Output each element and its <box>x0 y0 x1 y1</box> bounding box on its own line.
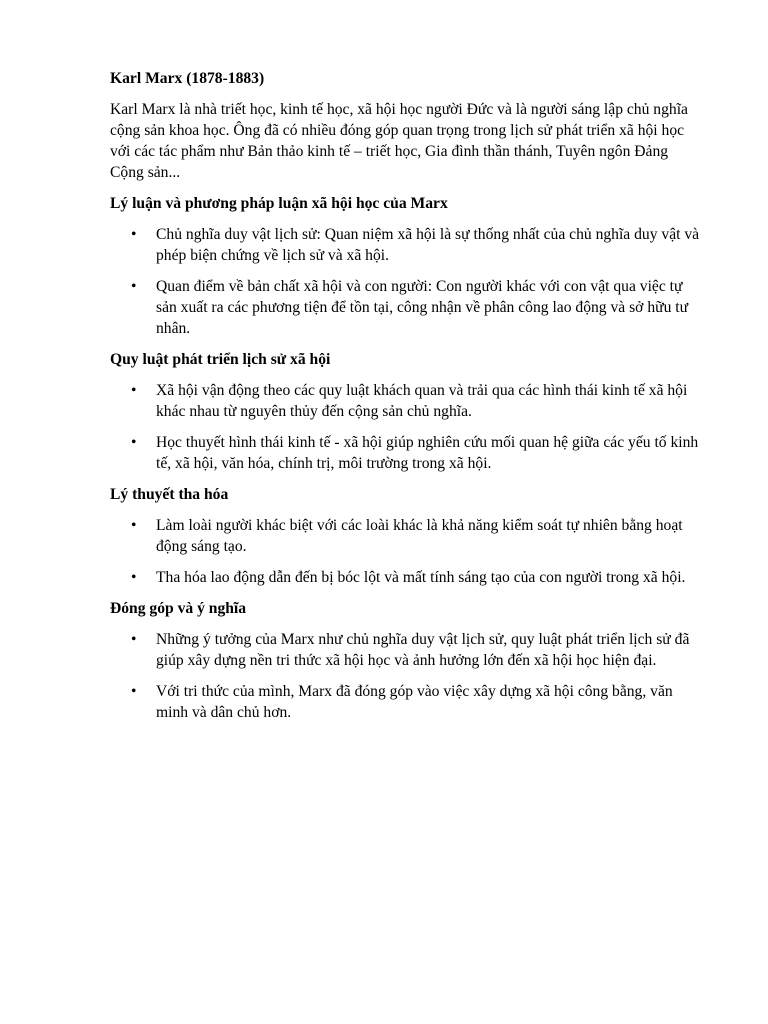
bullet-icon: • <box>131 631 137 648</box>
bullet-icon: • <box>131 278 137 295</box>
document-title: Karl Marx (1878-1883) <box>110 70 265 87</box>
list-item <box>110 515 700 557</box>
list-item <box>110 681 700 723</box>
intro-paragraph: Karl Marx là nhà triết học, kinh tế học, xã hội học người Đức và là người sáng lập chủ nghĩa cộng sản khoa học. Ông đã có nhiều đóng góp quan trọng trong lịch sử phát triển xã hội học với các tác phẩm như Bản thảo kinh tế – triết học, Gia đình thần thánh, Tuyên ngôn Đảng Cộng sản... <box>110 101 688 181</box>
list-item-text: Quan điểm về bản chất xã hội và con người: Con người khác với con vật qua việc tự sản xuất ra các phương tiện để tồn tại, công nhận về phân công lao động và sở hữu tư nhân. <box>156 278 689 337</box>
section-heading: Quy luật phát triển lịch sử xã hội <box>110 351 331 368</box>
bullet-icon: • <box>131 683 137 700</box>
list-item <box>110 432 700 474</box>
section-alienation <box>110 484 700 588</box>
section-heading: Lý luận và phương pháp luận xã hội học của Marx <box>110 195 448 212</box>
bullet-icon: • <box>131 517 137 534</box>
list-item-text: Chủ nghĩa duy vật lịch sử: Quan niệm xã hội là sự thống nhất của chủ nghĩa duy vật và phép biện chứng về lịch sử và xã hội. <box>156 226 700 264</box>
list-item-text: Những ý tưởng của Marx như chủ nghĩa duy vật lịch sử, quy luật phát triển lịch sử đã giúp xây dựng nền tri thức xã hội học và ảnh hưởng lớn đến xã hội học hiện đại. <box>156 631 690 669</box>
list-item <box>110 629 700 671</box>
list-item-text: Học thuyết hình thái kinh tế - xã hội giúp nghiên cứu mối quan hệ giữa các yếu tố kinh tế, xã hội, văn hóa, chính trị, môi trường trong xã hội. <box>156 434 699 472</box>
list-item <box>110 567 700 588</box>
document-page <box>110 68 700 733</box>
list-item <box>110 380 700 422</box>
bullet-list <box>110 224 700 339</box>
bullet-list <box>110 380 700 474</box>
list-item-text: Tha hóa lao động dẫn đến bị bóc lột và mất tính sáng tạo của con người trong xã hội. <box>156 569 686 586</box>
bullet-icon: • <box>131 569 137 586</box>
section-theory <box>110 193 700 339</box>
list-item-text: Xã hội vận động theo các quy luật khách quan và trải qua các hình thái kinh tế xã hội khác nhau từ nguyên thủy đến cộng sản chủ nghĩa. <box>156 382 688 420</box>
section-heading: Đóng góp và ý nghĩa <box>110 600 247 617</box>
section-heading: Lý thuyết tha hóa <box>110 486 229 503</box>
list-item <box>110 224 700 266</box>
bullet-list <box>110 629 700 723</box>
bullet-list <box>110 515 700 588</box>
bullet-icon: • <box>131 382 137 399</box>
list-item-text: Với tri thức của mình, Marx đã đóng góp vào việc xây dựng xã hội công bằng, văn minh và dân chủ hơn. <box>156 683 673 721</box>
list-item <box>110 276 700 339</box>
bullet-icon: • <box>131 434 137 451</box>
bullet-icon: • <box>131 226 137 243</box>
section-history-laws <box>110 349 700 474</box>
section-contribution <box>110 598 700 723</box>
list-item-text: Làm loài người khác biệt với các loài khác là khả năng kiểm soát tự nhiên bằng hoạt động sáng tạo. <box>156 517 683 555</box>
